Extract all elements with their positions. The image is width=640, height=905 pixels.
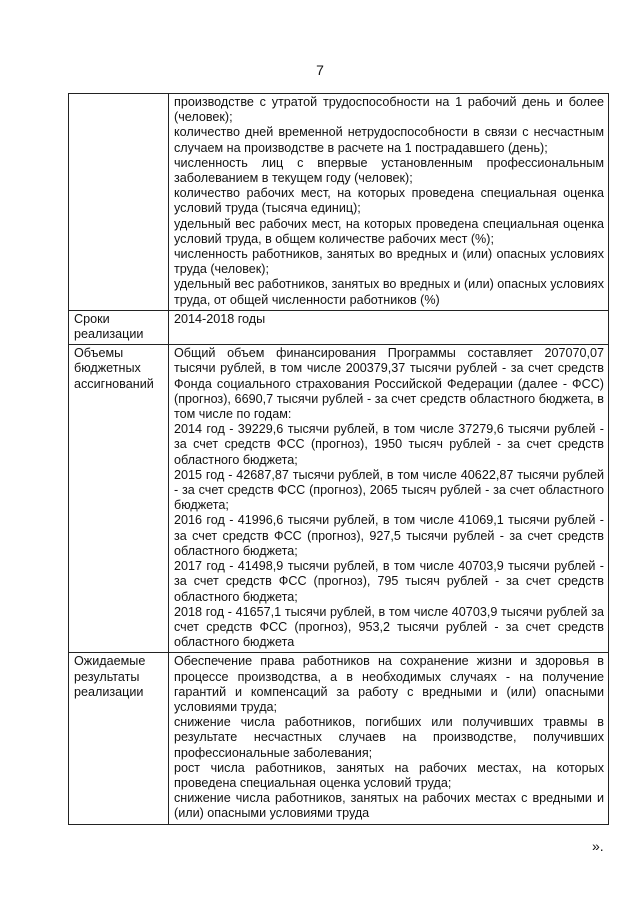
table-row xyxy=(69,310,609,344)
closing-quote-mark: ». xyxy=(592,838,604,854)
paragraph: 2016 год - 41996,6 тысячи рублей, в том числе 41069,1 тысячи рублей - за счет средств ФСС (прогноз), 927,5 тысячи рублей - за счет средств областного бюджета; xyxy=(174,513,604,558)
paragraph: 2017 год - 41498,9 тысячи рублей, в том числе 40703,9 тысячи рублей - за счет средств ФСС (прогноз), 795 тысяч рублей - за счет средств областного бюджета; xyxy=(174,559,604,604)
program-passport-table xyxy=(68,93,609,825)
paragraph: численность работников, занятых во вредных и (или) опасных условиях труда (человек); xyxy=(174,247,604,277)
paragraph: 2018 год - 41657,1 тысячи рублей, в том числе 40703,9 тысячи рублей за счет средств ФСС (прогноз), 953,2 тысячи рублей - за счет средств областного бюджета xyxy=(174,604,604,650)
table-row xyxy=(69,653,609,824)
row-content xyxy=(169,310,609,344)
row-content xyxy=(169,94,609,311)
paragraph: количество дней временной нетрудоспособности в связи с несчастным случаем на производстве в расчете на 1 пострадавшего (день); xyxy=(174,125,604,155)
paragraph: удельный вес работников, занятых во вредных и (или) опасных условиях труда, от общей численности работников (%) xyxy=(174,277,605,307)
paragraph: 2014 год - 39229,6 тысячи рублей, в том числе 37279,6 тысячи рублей - за счет средств ФСС (прогноз), 1950 тысяч рублей - за счет средств областного бюджета; xyxy=(174,422,604,467)
table-row xyxy=(69,94,609,311)
row-label: Ожидаемые результаты реализации xyxy=(69,653,169,824)
paragraph: снижение числа работников, погибших или получивших травмы в результате несчастных случаев на производстве, получивших профессиональные заболевания; xyxy=(174,715,604,760)
row-label: Сроки реализации xyxy=(69,310,169,344)
paragraph: снижение числа работников, занятых на рабочих местах с вредными и (или) опасными условиями труда xyxy=(174,791,604,821)
paragraph: количество рабочих мест, на которых проведена специальная оценка условий труда (тысяча единиц); xyxy=(174,186,604,216)
paragraph: производстве с утратой трудоспособности на 1 рабочий день и более (человек); xyxy=(174,95,604,125)
table-row xyxy=(69,345,609,653)
row-label xyxy=(69,94,169,311)
paragraph: 2015 год - 42687,87 тысячи рублей, в том числе 40622,87 тысячи рублей - за счет средств ФСС (прогноз), 2065 тысяч рублей - за счет областного бюджета; xyxy=(174,467,604,513)
paragraph: Общий объем финансирования Программы составляет 207070,07 тысячи рублей, в том числе 200379,37 тысячи рублей - за счет средств Фонда социального страхования Российской Федерации (далее - ФСС) (прогноз), 6690,7 тысячи рублей - за счет средств областного бюджета, в том числе по годам: xyxy=(174,346,604,422)
paragraph: 2014-2018 годы xyxy=(174,311,266,326)
paragraph: рост числа работников, занятых на рабочих местах, на которых проведена специальная оценка условий труда; xyxy=(174,760,604,790)
paragraph: удельный вес рабочих мест, на которых проведена специальная оценка условий труда, в общем количестве рабочих мест (%); xyxy=(174,216,604,246)
row-label: Объемы бюджетных ассигнований xyxy=(69,345,169,653)
paragraph: Обеспечение права работников на сохранение жизни и здоровья в процессе производства, а в необходимых случаях - на получение гарантий и компенсаций за работу с вредными и (или) опасными условиями труда; xyxy=(174,654,604,714)
page-number: 7 xyxy=(316,62,324,78)
row-content xyxy=(169,653,609,824)
row-content xyxy=(169,345,609,653)
paragraph: численность лиц с впервые установленным профессиональным заболеванием в текущем году (человек); xyxy=(174,155,604,186)
